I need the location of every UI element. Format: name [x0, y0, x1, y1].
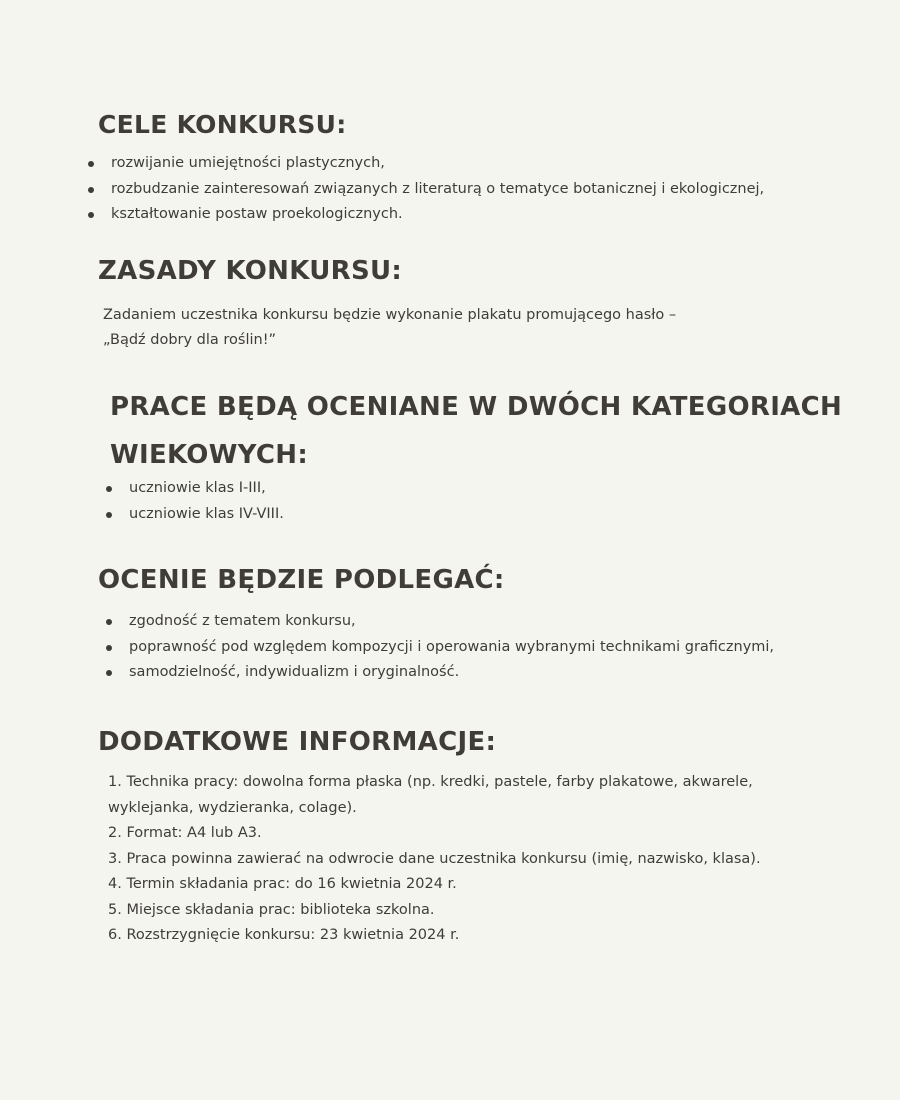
- additional-list: [108, 770, 761, 949]
- goals-list: [86, 151, 764, 228]
- categories-list: [104, 476, 284, 527]
- list-item: samodzielność, indywidualizm i oryginalność.: [104, 660, 774, 686]
- rules-text-line1: Zadaniem uczestnika konkursu będzie wykonanie plakatu promującego hasło –: [103, 307, 677, 323]
- rules-text-line2: „Bądź dobry dla roślin!”: [103, 332, 277, 348]
- list-item: 2. Format: A4 lub A3.: [108, 825, 262, 841]
- list-item: rozwijanie umiejętności plastycznych,: [86, 151, 764, 177]
- categories-heading-line2: WIEKOWYCH:: [110, 440, 309, 470]
- list-item: 5. Miejsce składania prac: biblioteka szkolna.: [108, 901, 435, 918]
- criteria-heading: OCENIE BĘDZIE PODLEGAĆ:: [98, 565, 505, 595]
- list-item: poprawność pod względem kompozycji i operowania wybranymi technikami graficznymi,: [104, 635, 774, 661]
- list-item: 3. Praca powinna zawierać na odwrocie dane uczestnika konkursu (imię, nazwisko, klasa).: [108, 850, 761, 867]
- list-item: [108, 770, 761, 821]
- list-item: 4. Termin składania prac: do 16 kwietnia 2024 r.: [108, 876, 457, 892]
- criteria-list: [104, 609, 774, 686]
- list-item: 6. Rozstrzygnięcie konkursu: 23 kwietnia 2024 r.: [108, 927, 460, 943]
- list-item: uczniowie klas IV-VIII.: [104, 502, 284, 528]
- rules-heading: ZASADY KONKURSU:: [98, 256, 403, 286]
- categories-heading-line1: PRACE BĘDĄ OCENIANE W DWÓCH KATEGORIACH: [110, 392, 843, 422]
- list-item: uczniowie klas I-III,: [104, 476, 284, 502]
- goals-heading: CELE KONKURSU:: [98, 110, 347, 139]
- list-item: zgodność z tematem konkursu,: [104, 609, 774, 635]
- list-item-text-continued: wyklejanka, wydzieranka, colage).: [108, 799, 357, 816]
- list-item-text: 1. Technika pracy: dowolna forma płaska (np. kredki, pastele, farby plakatowe, akwarele,: [108, 774, 753, 790]
- additional-heading: DODATKOWE INFORMACJE:: [98, 727, 497, 757]
- list-item: kształtowanie postaw proekologicznych.: [86, 202, 764, 228]
- list-item: rozbudzanie zainteresowań związanych z literaturą o tematyce botanicznej i ekologicznej,: [86, 177, 764, 203]
